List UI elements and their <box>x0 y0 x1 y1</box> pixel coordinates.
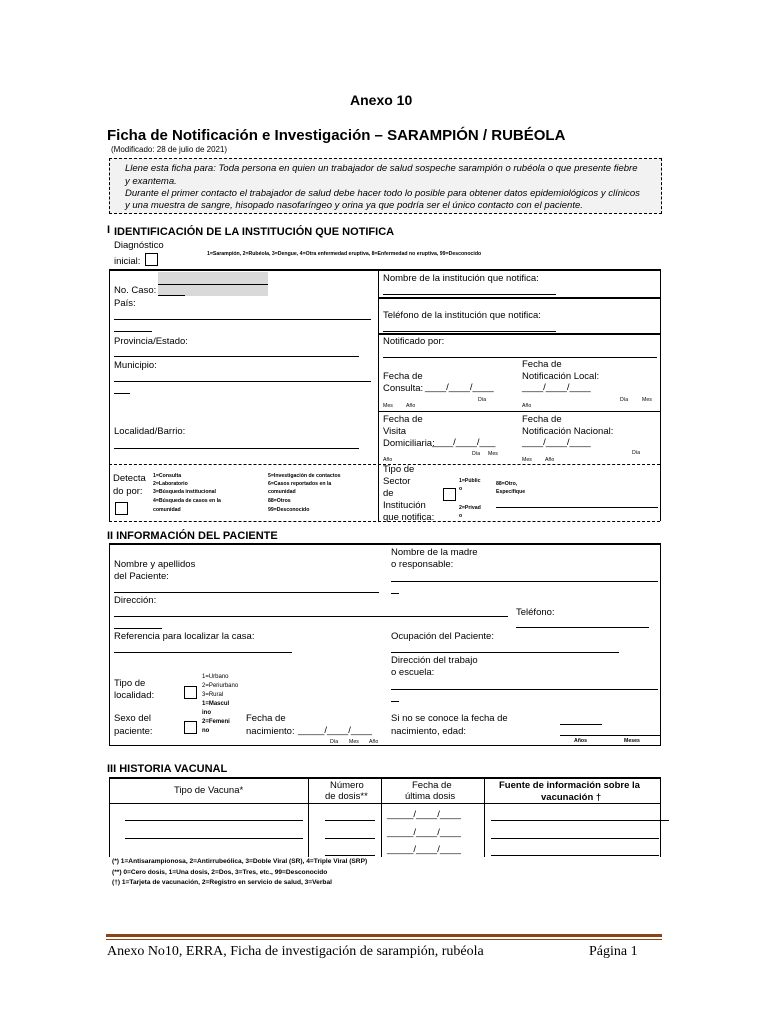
locality-option: 1=Urbano <box>202 674 229 680</box>
detection-option: comunidad <box>268 489 296 495</box>
province-field[interactable] <box>114 356 359 357</box>
vaccine-type-field[interactable] <box>125 838 303 839</box>
footnote-info-source: (†) 1=Tarjeta de vacunación, 2=Registro en servicio de salud, 3=Verbal <box>112 879 332 886</box>
consult-date-label: Fecha de <box>383 371 423 382</box>
sector-option: 1=Públic <box>459 478 481 484</box>
visit-date-label-3: Domiciliaria: <box>383 438 435 449</box>
work-address-label: Dirección del trabajo <box>391 655 478 666</box>
detected-by-checkbox[interactable] <box>115 502 128 515</box>
footer-rule <box>106 934 662 937</box>
sector-label: Sector <box>383 476 411 487</box>
year-label: Año <box>522 403 532 409</box>
diagnosis-codes: 1=Sarampión, 2=Rubéola, 3=Dengue, 4=Otra enfermedad eruptiva, 8=Enfermedad no eruptiva, 99=Desconocido <box>207 251 482 257</box>
birth-date-label: Fecha de <box>246 713 286 724</box>
sex-option: no <box>202 728 210 734</box>
month-label: Mes <box>522 457 532 463</box>
national-notif-date-label: Fecha de <box>522 414 562 425</box>
instruction-line: y una muestra de sangre, hisopado nasofaríngeo y orina ya que podría ser el único contacto con el paciente. <box>125 200 583 211</box>
last-dose-field[interactable]: _____/____/____ <box>387 844 461 855</box>
national-notif-date-field[interactable]: ____/____/____ <box>522 437 591 448</box>
case-number-label: No. Caso: <box>114 285 157 296</box>
address-field[interactable] <box>114 616 508 617</box>
detected-by-label-2: do por: <box>113 486 143 497</box>
institution-phone-label: Teléfono de la institución que notifica: <box>383 310 541 321</box>
patient-name-field[interactable] <box>114 592 379 593</box>
dose-number-header-2: de dosis** <box>325 791 368 802</box>
detection-option: 5=Investigación de contactos <box>268 473 341 479</box>
sector-other: 88=Otro, <box>496 481 518 487</box>
years-label: Años <box>574 738 587 744</box>
detection-option: 4=Búsqueda de casos en la <box>153 498 221 504</box>
month-label: Mes <box>488 451 498 457</box>
occupation-field[interactable] <box>391 652 619 653</box>
locality-label: Localidad/Barrio: <box>114 426 186 437</box>
birth-date-field[interactable]: _____/____/____ <box>298 725 372 736</box>
locality-option: 2=Periurbano <box>202 683 239 689</box>
mother-name-label-2: o responsable: <box>391 559 454 570</box>
local-notif-date-label: Fecha de <box>522 359 562 370</box>
locality-type-checkbox[interactable] <box>184 686 197 699</box>
section-2-title: II INFORMACIÓN DEL PACIENTE <box>107 530 278 542</box>
work-address-field[interactable] <box>391 689 658 690</box>
diagnosis-label-2: inicial: <box>114 256 141 267</box>
year-label: Año <box>545 457 555 463</box>
phone-field[interactable] <box>516 627 649 628</box>
sector-other: Específique <box>496 489 526 495</box>
info-source-field[interactable] <box>491 855 659 856</box>
locality-type-label: Tipo de <box>114 678 146 689</box>
sector-label: Tipo de <box>383 464 415 475</box>
occupation-label: Ocupación del Paciente: <box>391 631 494 642</box>
institution-name-field[interactable] <box>383 294 556 295</box>
municipality-label: Municipio: <box>114 360 157 371</box>
house-reference-label: Referencia para localizar la casa: <box>114 631 255 642</box>
last-dose-header: Fecha de <box>412 780 452 791</box>
year-label: Año <box>383 457 393 463</box>
month-label: Mes <box>642 397 652 403</box>
annex-title: Anexo 10 <box>350 92 413 108</box>
detection-option: 1=Consulta <box>153 473 182 479</box>
sex-option: 2=Femeni <box>202 719 230 725</box>
footer-rule-thin <box>106 939 662 940</box>
work-address-label-2: o escuela: <box>391 667 435 678</box>
section-1-number: I <box>107 224 111 236</box>
year-label: Año <box>369 739 379 745</box>
day-label: Día <box>472 451 481 457</box>
sex-label: Sexo del <box>114 713 151 724</box>
day-label: Día <box>330 739 339 745</box>
instruction-line: Llene esta ficha para: Toda persona en quien un trabajador de salud sospeche sarampión o rubéola o que presente fiebre <box>125 163 638 174</box>
instruction-line: Durante el primer contacto el trabajador de salud debe hacer todo lo posible para obtener datos epidemiológicos y clínicos <box>125 188 640 199</box>
detection-option: 99=Desconocido <box>268 507 310 513</box>
dose-number-field[interactable] <box>325 838 375 839</box>
section-3-title: III HISTORIA VACUNAL <box>107 763 228 775</box>
municipality-field[interactable] <box>114 381 371 382</box>
instruction-line: y exantema. <box>125 176 177 187</box>
sector-option: 2=Privad <box>459 505 481 511</box>
detection-option: 6=Casos reportados en la <box>268 481 332 487</box>
detected-by-label: Detecta <box>113 473 146 484</box>
age-months-field[interactable] <box>560 735 660 736</box>
month-label: Mes <box>349 739 359 745</box>
page-number: Página 1 <box>589 944 638 959</box>
locality-option: 3=Rural <box>202 692 224 698</box>
age-years-field[interactable] <box>560 724 602 725</box>
sex-option: 1=Mascul <box>202 701 230 707</box>
vaccine-type-field[interactable] <box>125 820 303 821</box>
year-label: Año <box>406 403 416 409</box>
visit-date-field[interactable]: ____/____/___ <box>432 437 496 448</box>
country-label: País: <box>114 298 136 309</box>
info-source-header-2: vacunación † <box>541 792 602 803</box>
notified-by-label: Notificado por: <box>383 336 445 347</box>
last-dose-field[interactable]: _____/____/____ <box>387 809 461 820</box>
age-label: Si no se conoce la fecha de <box>391 713 508 724</box>
section-1-title: IDENTIFICACIÓN DE LA INSTITUCIÓN QUE NOTIFICA <box>114 226 395 238</box>
sector-label: de <box>383 488 394 499</box>
sector-option: o <box>459 513 463 519</box>
day-label: Día <box>620 397 629 403</box>
diagnosis-label: Diagnóstico <box>114 240 164 251</box>
day-label: Día <box>632 450 641 456</box>
diagnosis-checkbox[interactable] <box>145 253 158 266</box>
day-label: Día <box>478 397 487 403</box>
footnote-dose-number: (**) 0=Cero dosis, 1=Una dosis, 2=Dos, 3=Tres, etc., 99=Desconocido <box>112 869 328 876</box>
national-notif-date-label-2: Notificación Nacional: <box>522 426 614 437</box>
info-source-header: Fuente de información sobre la <box>499 780 640 791</box>
locality-type-label-2: localidad: <box>114 690 155 701</box>
country-field[interactable] <box>114 319 371 320</box>
consult-date-field[interactable]: ____/____/____ <box>425 382 494 393</box>
dose-number-field[interactable] <box>325 820 375 821</box>
house-reference-field[interactable] <box>114 652 292 653</box>
sex-label-2: paciente: <box>114 726 153 737</box>
province-label: Provincia/Estado: <box>114 336 188 347</box>
sector-label: Institución <box>383 500 426 511</box>
visit-date-label-2: Visita <box>383 426 407 437</box>
form-title: Ficha de Notificación e Investigación – SARAMPIÓN / RUBÉOLA <box>107 127 566 144</box>
address-label: Dirección: <box>114 595 157 606</box>
detection-option: 2=Laboratorio <box>153 481 188 487</box>
age-label-2: nacimiento, edad: <box>391 726 466 737</box>
institution-phone-field[interactable] <box>383 331 556 332</box>
detection-option: comunidad <box>153 507 181 513</box>
birth-date-label-2: nacimiento: <box>246 726 295 737</box>
local-notif-date-label-2: Notificación Local: <box>522 371 600 382</box>
info-source-field[interactable] <box>491 838 659 839</box>
modified-date: (Modificado: 28 de julio de 2021) <box>111 145 228 154</box>
sector-checkbox[interactable] <box>443 488 456 501</box>
sex-option: ino <box>202 710 211 716</box>
sex-checkbox[interactable] <box>184 721 197 734</box>
notified-by-field[interactable] <box>383 357 657 358</box>
vaccine-type-header: Tipo de Vacuna* <box>174 785 244 796</box>
detection-option: 3=Búsqueda institucional <box>153 489 216 495</box>
footnote-vaccine-type: (*) 1=Antisarampionosa, 2=Antirrubeólica, 3=Doble Viral (SR), 4=Triple Viral (SRP) <box>112 858 368 865</box>
months-label: Meses <box>624 738 640 744</box>
institution-name-label: Nombre de la institución que notifica: <box>383 273 539 284</box>
month-label: Mes <box>383 403 393 409</box>
visit-date-label: Fecha de <box>383 414 423 425</box>
last-dose-field[interactable]: _____/____/____ <box>387 827 461 838</box>
phone-label: Teléfono: <box>516 607 555 618</box>
footer-text: Anexo No10, ERRA, Ficha de investigación de sarampión, rubéola <box>107 944 484 959</box>
sector-option: o <box>459 486 463 492</box>
info-source-field[interactable] <box>491 820 669 821</box>
local-notif-date-field[interactable]: ____/____/____ <box>522 382 591 393</box>
sector-label: que notifica: <box>383 512 435 523</box>
patient-name-label: Nombre y apellidos <box>114 559 196 570</box>
dose-number-header: Número <box>330 780 364 791</box>
patient-name-label-2: del Paciente: <box>114 571 169 582</box>
dose-number-field[interactable] <box>325 855 375 856</box>
mother-name-field[interactable] <box>391 581 658 582</box>
consult-date-label-2: Consulta: <box>383 383 424 394</box>
sector-other-field[interactable] <box>496 507 658 508</box>
mother-name-label: Nombre de la madre <box>391 547 478 558</box>
detection-option: 88=Otros <box>268 498 291 504</box>
last-dose-header-2: última dosis <box>405 791 456 802</box>
locality-field[interactable] <box>114 448 359 449</box>
